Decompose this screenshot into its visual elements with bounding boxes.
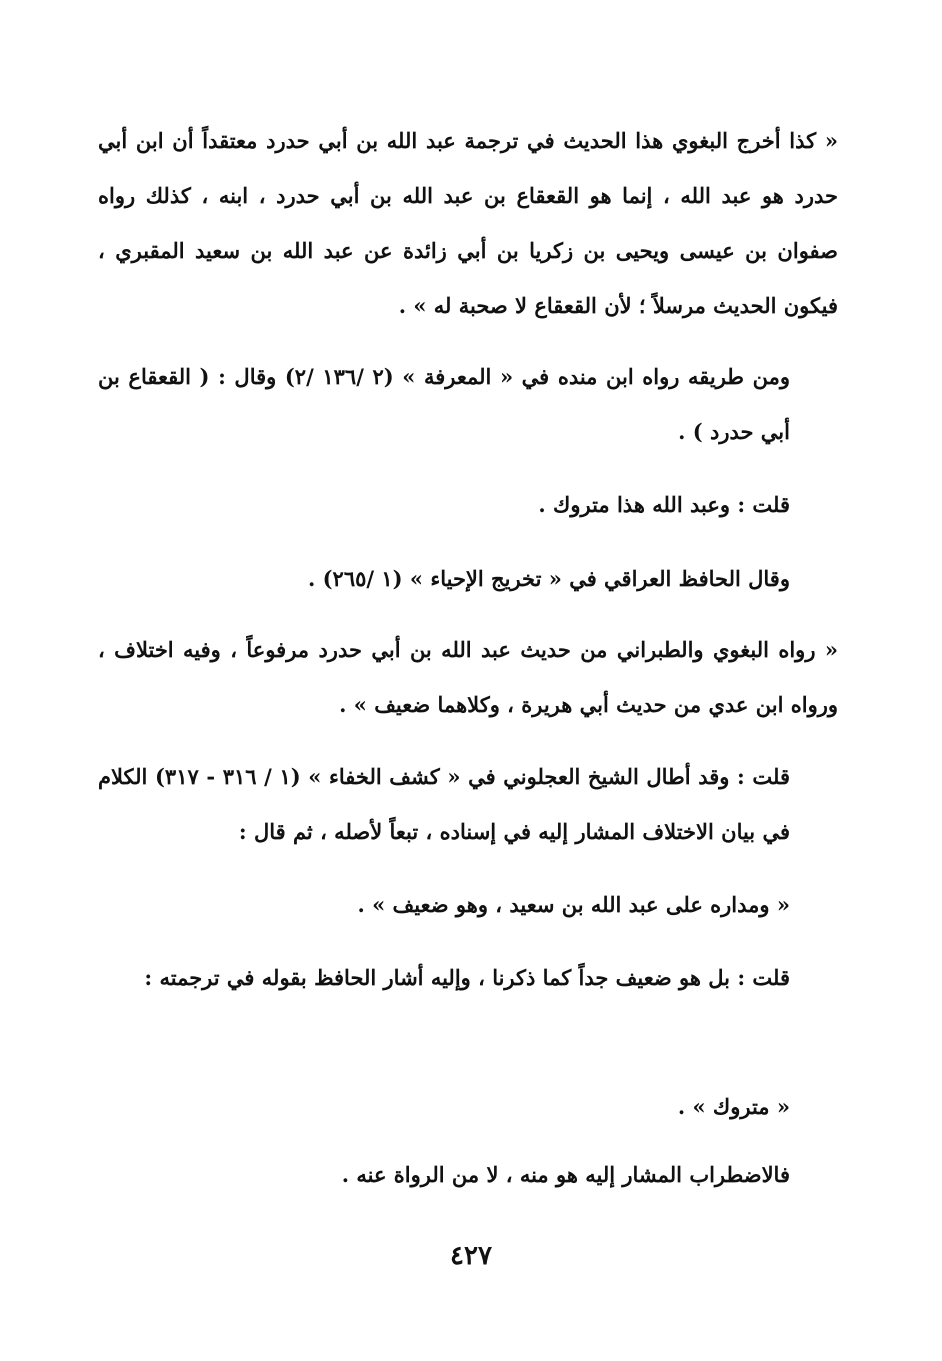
paragraph-ajluni: قلت : وقد أطال الشيخ العجلوني في « كشف الخفاء » (١ / ٣١٦ - ٣١٧) الكلام في بيان الاختلاف المشار إليه في إسناده ، تبعاً لأصله ، ثم قال :	[98, 764, 790, 844]
paragraph-quote-madaruhu: « ومداره على عبد الله بن سعيد ، وهو ضعيف » .	[357, 892, 790, 917]
paragraph-idtirab: فالاضطراب المشار إليه هو منه ، لا من الرواة عنه .	[341, 1162, 790, 1187]
paragraph-ibn-mandah: ومن طريقه رواه ابن منده في « المعرفة » (٢ /١٣٦ /٢) وقال : ( القعقاع بن أبي حدرد ) .	[98, 364, 790, 444]
paragraph-iraqi: وقال الحافظ العراقي في « تخريج الإحياء » (١ /٢٦٥) .	[307, 566, 790, 591]
page-number: ٤٢٧	[450, 1241, 492, 1271]
paragraph-matruk-note: قلت : وعبد الله هذا متروك .	[538, 492, 790, 517]
paragraph-daif-jiddan: قلت : بل هو ضعيف جداً كما ذكرنا ، وإليه أشار الحافظ بقوله في ترجمته :	[144, 965, 790, 990]
paragraph-quote-matruk: « متروك » .	[677, 1094, 790, 1119]
paragraph-quote-tabarani: « رواه البغوي والطبراني من حديث عبد الله بن أبي حدرد مرفوعاً ، وفيه اختلاف ، ورواه ابن عدي من حديث أبي هريرة ، وكلاهما ضعيف » .	[98, 637, 838, 717]
paragraph-quote-baghawi: « كذا أخرج البغوي هذا الحديث في ترجمة عبد الله بن أبي حدرد معتقداً أن ابن أبي حدرد هو عبد الله ، إنما هو القعقاع بن عبد الله بن أبي حدرد ، ابنه ، كذلك رواه صفوان بن عيسى ويحيى بن زكريا بن أبي زائدة عن عبد الله بن سعيد المقبري ، فيكون الحديث مرسلاً ؛ لأن القعقاع لا صحبة له » .	[98, 128, 838, 318]
